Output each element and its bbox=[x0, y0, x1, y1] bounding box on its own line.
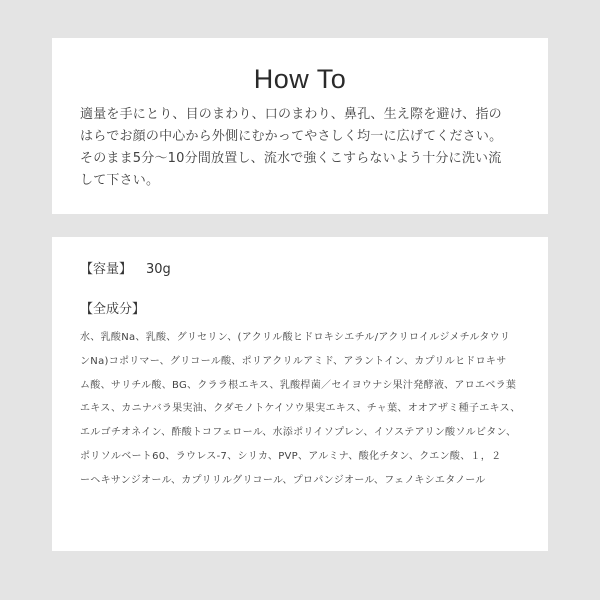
how-to-card bbox=[52, 38, 548, 214]
volume-row bbox=[80, 261, 520, 279]
ingredients-line: ンNa)コポリマー、グリコール酸、ポリアクリルアミド、アラントイン、カプリルヒドロキサ bbox=[80, 355, 507, 367]
ingredients-line: ポリソルベート60、ラウレス-7、シリカ、PVP、アルミナ、酸化チタン、クエン酸、１，２ bbox=[80, 450, 502, 462]
ingredients-line: エルゴチオネイン、酢酸トコフェロール、水添ポリイソプレン、イソステアリン酸ソルビタン、 bbox=[80, 427, 517, 439]
instruction-line: はらでお顔の中心から外側にむかってやさしく均一に広げてください。 bbox=[80, 129, 503, 144]
ingredients-line: ム酸、サリチル酸、BG、クララ根エキス、乳酸桿菌／セイヨウナシ果汁発酵液、アロエベラ葉 bbox=[80, 379, 517, 391]
volume-value: 30g bbox=[146, 262, 171, 277]
product-details-card bbox=[52, 237, 548, 551]
how-to-instructions bbox=[80, 104, 520, 192]
ingredients-list bbox=[80, 326, 520, 493]
instruction-line: して下さい。 bbox=[80, 173, 160, 188]
ingredients-line: 水、乳酸Na、乳酸、グリセリン、(アクリル酸ヒドロキシエチル/アクリロイルジメチルタウリ bbox=[80, 332, 511, 343]
ingredients-line: ーヘキサンジオール、カプリリルグリコール、プロパンジオール、フェノキシエタノール bbox=[80, 474, 486, 486]
instruction-line: そのまま5分〜10分間放置し、流水で強くこすらないよう十分に洗い流 bbox=[80, 151, 502, 166]
ingredients-line: エキス、カニナバラ果実油、クダモノトケイソウ果実エキス、チャ葉、オオアザミ種子エキス、 bbox=[80, 403, 521, 415]
ingredients-label: 【全成分】 bbox=[80, 302, 146, 317]
how-to-title: How To bbox=[253, 64, 347, 94]
volume-label: 【容量】 bbox=[80, 262, 133, 277]
instruction-line: 適量を手にとり、目のまわり、口のまわり、鼻孔、生え際を避け、指の bbox=[80, 107, 502, 122]
